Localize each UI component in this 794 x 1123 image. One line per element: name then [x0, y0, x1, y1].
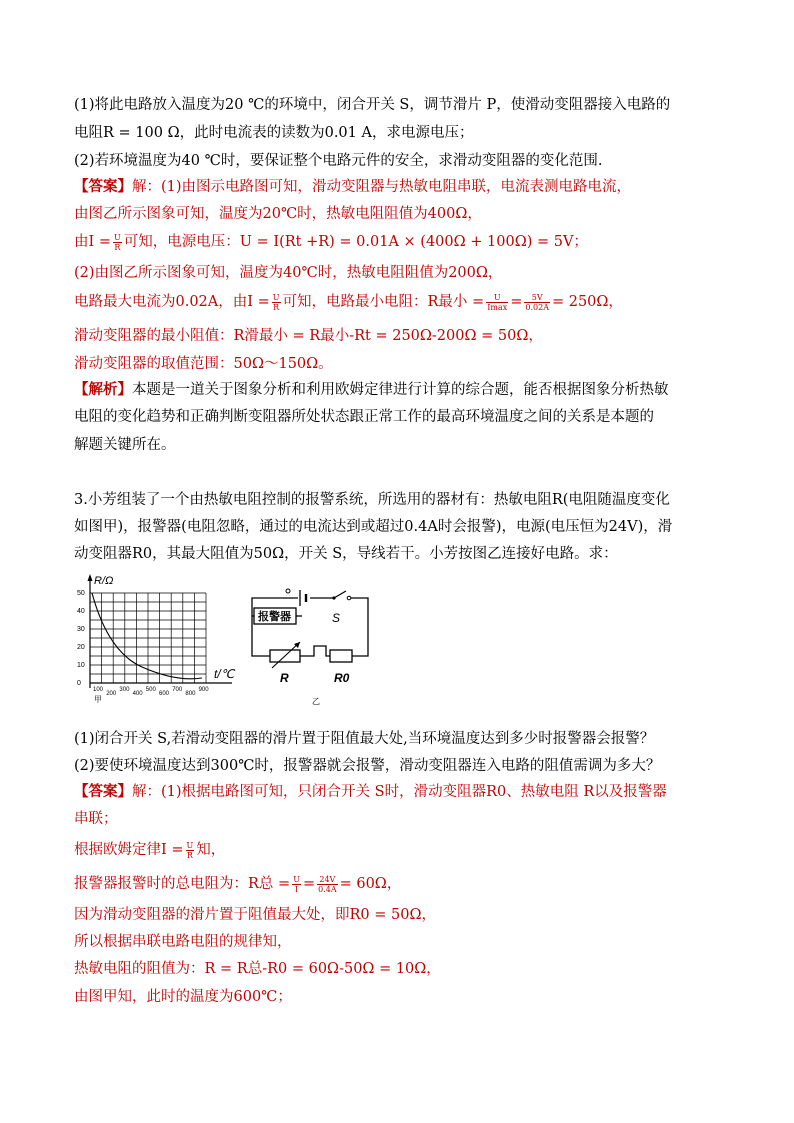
- x-tick-label: 800: [185, 691, 196, 697]
- formula-text: 根据欧姆定律I =: [74, 842, 184, 858]
- q3-answer-line-3: [74, 840, 225, 860]
- formula-text: 报警器报警时的总电阻为：R总 =: [74, 876, 291, 892]
- q2-line-1: (1)将此电路放入温度为20 ℃的环境中，闭合开关 S，调节滑片 P，使滑动变阻器接入电路的: [74, 97, 671, 113]
- x-tick-labels: [93, 687, 209, 697]
- formula-text: 可知，电源电压：U = I(Rt +R) = 0.01A × (400Ω + 100Ω) = 5V；: [123, 234, 588, 250]
- r0-label: R0: [334, 671, 350, 685]
- formula-text: 可知，电路最小电阻：R最小 =: [282, 294, 485, 310]
- x-tick-label: 900: [198, 687, 209, 693]
- numerator: U: [486, 293, 508, 303]
- fraction: [113, 233, 122, 252]
- numerator: U: [114, 232, 121, 242]
- q2-answer-line-6: 滑动变阻器的最小阻值：R滑最小 = R最小-Rt = 250Ω-200Ω = 50Ω，: [74, 328, 543, 344]
- fraction: [272, 293, 281, 312]
- q3-question-1: (1)闭合开关 S,若滑动变阻器的滑片置于阻值最大处,当环境温度达到多少时报警器会报警？: [74, 731, 655, 747]
- y-tick-label: 50: [77, 590, 85, 597]
- y-axis-arrow: [88, 574, 93, 581]
- figure-jia-graph: [72, 572, 250, 704]
- q3-answer-line-8: 由图甲知，此时的温度为600℃；: [74, 989, 292, 1005]
- q2-answer-line-7: 滑动变阻器的取值范围：50Ω～150Ω。: [74, 356, 333, 372]
- figure-yi-circuit: [246, 582, 376, 706]
- q2-answer-line-3: [74, 232, 588, 252]
- y-tick-label: 30: [77, 626, 85, 633]
- switch-label: S: [332, 611, 341, 625]
- y-tick-label: 0: [77, 680, 81, 687]
- figure-jia-caption: 甲: [94, 695, 102, 704]
- denominator: 0.02A: [525, 302, 549, 312]
- fraction: [317, 875, 338, 894]
- x-tick-label: 300: [119, 687, 130, 693]
- switch-blade: [334, 591, 346, 598]
- y-tick-label: 10: [77, 662, 85, 669]
- alarm-label: 报警器: [258, 611, 291, 623]
- q3-answer-line-6: 所以根据串联电路电阻的规律知，: [74, 934, 292, 950]
- numerator: U: [293, 874, 300, 884]
- numerator: U: [272, 292, 280, 302]
- q2-line-3: (2)若环境温度为40 ℃时，要保证整个电路元件的安全，求滑动变阻器的变化范围.: [74, 153, 603, 169]
- formula-text: = 60Ω，: [339, 876, 402, 892]
- q3-answer-text: 解：(1)根据电路图可知，只闭合开关 S时，滑动变阻器R0、热敏电阻 R以及报警器: [132, 784, 667, 800]
- formula-text: = 250Ω，: [551, 294, 623, 310]
- fraction: [524, 293, 550, 312]
- q3-answer-line-4: [74, 874, 401, 894]
- formula-text: 电路最大电流为0.02A，由I =: [74, 294, 270, 310]
- wire: [300, 646, 330, 656]
- formula-text: 由I =: [74, 234, 111, 250]
- denominator: R: [186, 850, 193, 860]
- q3-line-3: 动变阻器R0，其最大阻值为50Ω，开关 S，导线若干。小芳按图乙连接好电路。求：: [74, 546, 618, 562]
- denominator: Imax: [487, 302, 508, 312]
- battery-terminal: [286, 589, 290, 593]
- q3-answer-line-7: 热敏电阻的阻值为：R = R总-R0 = 60Ω-50Ω = 10Ω，: [74, 961, 441, 977]
- fraction: [186, 841, 195, 860]
- fraction: [292, 875, 301, 894]
- numerator: U: [186, 840, 194, 850]
- y-tick-label: 20: [77, 644, 85, 651]
- fraction: [486, 293, 508, 312]
- q3-line-1: 3.小芳组装了一个由热敏电阻控制的报警系统，所选用的器材有：热敏电阻R(电阻随温度变化: [74, 492, 670, 508]
- wire: [350, 598, 368, 656]
- x-tick-label: 700: [172, 687, 183, 693]
- q2-analysis-line-1: [74, 380, 669, 400]
- q3-line-2: 如图甲)，报警器(电阻忽略，通过的电流达到或超过0.4A时会报警)，电源(电压恒为24V)，滑: [74, 519, 673, 535]
- x-tick-label: 500: [145, 687, 156, 693]
- rheostat-r0: [330, 650, 352, 662]
- q2-analysis-line-3: 解题关键所在。: [74, 437, 176, 453]
- y-tick-label: 40: [77, 608, 85, 615]
- formula-text: =: [302, 876, 316, 892]
- x-axis-label: t/℃: [214, 667, 235, 681]
- denominator: R: [114, 242, 121, 252]
- r-label: R: [280, 671, 289, 685]
- q2-answer-line-5: [74, 292, 623, 312]
- denominator: R: [273, 302, 280, 312]
- q2-answer-line-2: 由图乙所示图象可知，温度为20℃时，热敏电阻阻值为400Ω，: [74, 206, 482, 222]
- q2-line-2: 电阻R = 100 Ω，此时电流表的读数为0.01 A，求电源电压；: [74, 125, 474, 141]
- analysis-text: 本题是一道关于图象分析和利用欧姆定律进行计算的综合题，能否根据图象分析热敏: [132, 382, 669, 398]
- answer-tag: 【答案】: [74, 783, 132, 800]
- x-tick-label: 600: [159, 691, 170, 697]
- q2-analysis-line-2: 电阻的变化趋势和正确判断变阻器所处状态跟正常工作的最高环境温度之间的关系是本题的: [74, 409, 654, 425]
- q3-answer-line-2: 串联；: [74, 811, 118, 827]
- x-tick-label: 400: [132, 691, 143, 697]
- y-tick-labels: [77, 590, 85, 687]
- q2-answer-line-4: (2)由图乙所示图象可知，温度为40℃时，热敏电阻阻值为200Ω，: [74, 265, 503, 281]
- formula-text: 知，: [196, 842, 226, 858]
- q3-question-2: (2)要使环境温度达到300℃时，报警器就会报警，滑动变阻器连入电路的阻值需调为多大？: [74, 758, 661, 774]
- formula-text: =: [510, 294, 523, 310]
- analysis-tag: 【解析】: [74, 381, 132, 398]
- q3-answer-line-1: [74, 782, 667, 802]
- q3-answer-line-5: 因为滑动变阻器的滑片置于阻值最大处，即R0 = 50Ω，: [74, 907, 436, 923]
- numerator: 24V: [317, 875, 338, 885]
- denominator: I: [294, 884, 299, 894]
- x-tick-label: 200: [106, 691, 117, 697]
- denominator: 0.4A: [318, 884, 337, 894]
- q2-answer-line-1: [74, 177, 631, 197]
- answer-tag: 【答案】: [74, 178, 132, 195]
- resistance-curve: [92, 593, 202, 679]
- x-tick-label: 100: [93, 687, 104, 693]
- numerator: 5V: [524, 293, 550, 303]
- figure-yi-caption: 乙: [312, 697, 320, 706]
- y-axis-label: R/Ω: [94, 575, 114, 587]
- q2-answer-text: 解：(1)由图示电路图可知，滑动变阻器与热敏电阻串联，电流表测电路电流，: [132, 179, 632, 195]
